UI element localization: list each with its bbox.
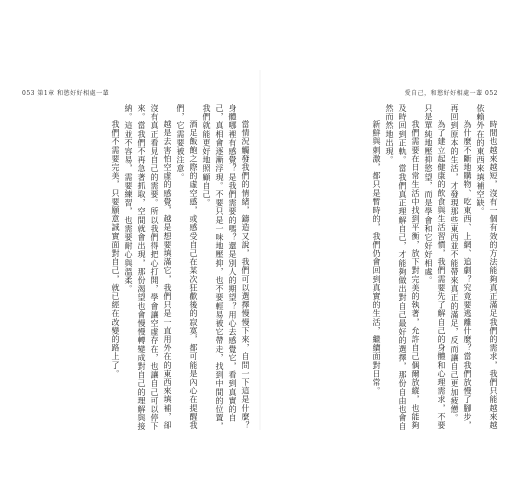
left-paragraph: 當情況觸發我們的情緒，鑄造又說，我們可以選擇慢慢下來，自問一下這是什麼？身體哪裡有感覺？是我們需要的嗎？還是別人的期望？用心去感覺它，看到真實的自己，真相會逐漸浮現。不要只是一味地壓抑，也不要輕易被它帶走，找到中間的位置，我們就能更好地照顧自己。: [202, 104, 250, 431]
right-paragraph: 我們需要在日常生活中找到平衡，放下對完美的執著，允許自己偶爾放縱，也能夠及時回到正軌。當我們真正理解自己，才能夠做出對自己最好的選擇，那份自由也會自然而然地出現。: [385, 104, 420, 431]
left-paragraph: 越是去害怕空虛的感覺，越是想要填滿它，我們只是一直用外在的東西來填補，卻沒有真正看見自己的需要。所以我們得把心打開，學會讓空虛存在，也讓自己可以停下來。當我們不再急著抓取，空間就會出現，那份渴望也會慢慢轉變成對自己的理解與接納。這並不容易，需要練習，也需要耐心與溫柔。: [124, 104, 172, 431]
right-paragraph: 為什麼不斷地購物、吃東西、上網、追劇？究竟要逃離什麼？當我們放慢了腳步，再回到原本的生活，才發現那些東西並不能帶來真正的滿足，反而讓自己更加疲憊。: [450, 104, 472, 430]
right-page-body: [278, 104, 500, 434]
left-page-header: 053 第1章 和慾好好相處一輩: [22, 90, 110, 97]
right-paragraph: 時間也越來越短，沒有一個有效的方法能夠真正滿足我們的需求，我們只能越來越依賴外在的東西來填補空缺。: [476, 104, 498, 430]
left-paragraph: 酒足飯飽之際的虛空感，或感受自己在某次狂歡後的寂寞，都可能是內心在提醒我們，它需要被注意。: [176, 104, 198, 430]
left-paragraph: 我們不需要完美，只要願意誠實面對自己，就已經在改變的路上了。: [111, 120, 120, 378]
right-page: [260, 0, 520, 500]
right-paragraph: 為了建立起健康的飲食與生活習慣，我們需要先了解自己的身體和心理需求，不要只是單純地壓抑慾望，而是學會和它好好相處。: [424, 104, 446, 430]
right-paragraph: 新鮮與刺激，都只是暫時的，我們仍會回到真實的生活，繼續面對日常。: [372, 120, 381, 396]
right-page-header: 愛自己，和慾好好相處一輩 052: [404, 90, 498, 97]
left-page-body: [60, 104, 252, 434]
